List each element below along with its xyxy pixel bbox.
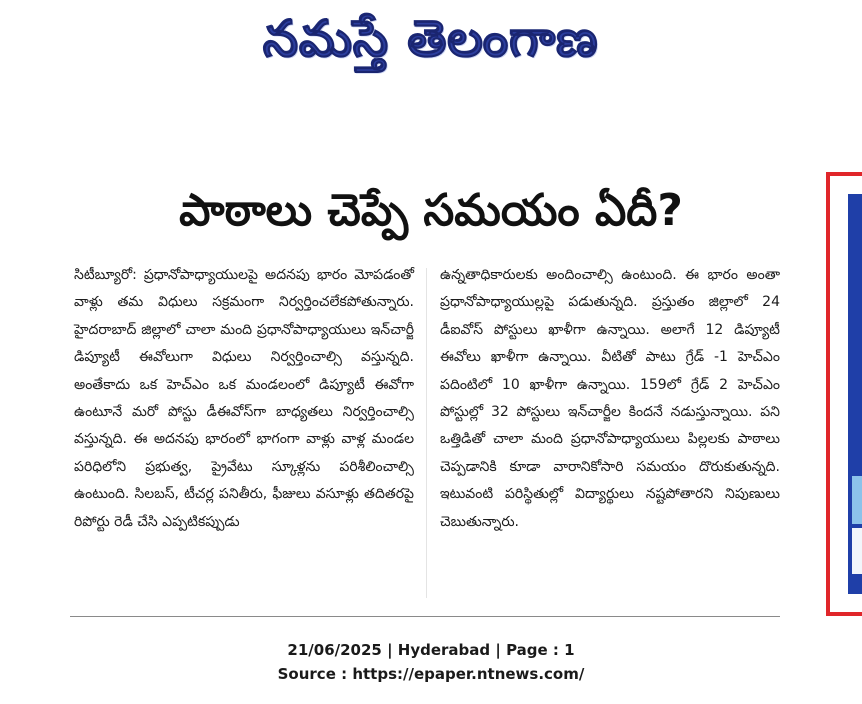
- article-column-left: సిటీబ్యూరో: ప్రధానోపాధ్యాయులపై అదనపు భారం మోపడంతో వాళ్లు తమ విధులు సక్రమంగా నిర్వర్తించలేకపోతున్నారు. హైదరాబాద్ జిల్లాలో చాలా మంది ప్రధానోపాధ్యాయులు ఇన్‌చార్జీ డిప్యూటీ ఈవోలుగా విధులు నిర్వర్తించాల్సి వస్తున్నది. అంతేకాదు ఒక హెచ్‌ఎం ఒక మండలంలో డిప్యూటీ ఈవోగా ఉంటూనే మరో పోస్టు డీఈవోస్‌గా బాధ్యతలు నిర్వర్తించాల్సి వస్తున్నది. ఈ అదనపు భారంలో భాగంగా వాళ్లు వాళ్ల మండల పరిధిలోని ప్రభుత్వ, ప్రైవేటు స్కూళ్లను పరిశీలించాల్సి ఉంటుంది. సిలబస్, టీచర్ల పనితీరు, ఫీజులు వసూళ్లు తదితరపై రిపోర్టు రెడీ చేసి ఎప్పటికప్పుడు: [74, 267, 414, 530]
- article-column-right: ఉన్నతాధికారులకు అందించాల్సి ఉంటుంది. ఈ భారం అంతా ప్రధానోపాధ్యాయుల్లపై పడుతున్నది. ప్రస్తుతం జిల్లాలో 24 డీఐవోస్ పోస్టులు ఖాళీగా ఉన్నాయి. అలాగే 12 డిప్యూటీ ఈవోలు ఖాళీగా ఉన్నాయి. వీటితో పాటు గ్రేడ్ -1 హెచ్‌ఎం పదింటిలో 10 ఖాళీగా ఉన్నాయి. 159లో గ్రేడ్ 2 హెచ్‌ఎం పోస్టుల్లో 32 పోస్టులు ఇన్‌చార్జీల కిందనే నడుస్తున్నాయి. పని ఒత్తిడితో చాలా మంది ప్రధానోపాధ్యాయులు పిల్లలకు పాఠాలు చెప్పడానికి కూడా వారానికోసారి సమయం దొరుకుతున్నది. ఇటువంటి పరిస్థితుల్లో విద్యార్థులు నష్టపోతారని నిపుణులు చెబుతున్నారు.: [440, 267, 780, 530]
- article-body: [74, 262, 780, 602]
- edition-info: 21/06/2025 | Hyderabad | Page : 1: [287, 641, 575, 659]
- source-link[interactable]: Source : https://epaper.ntnews.com/: [277, 665, 585, 683]
- newspaper-logo: నమస్తే తెలంగాణ: [263, 10, 599, 68]
- article-headline: పాఠాలు చెప్పే సమయం ఏదీ?: [179, 185, 683, 236]
- advertisement-strip: [852, 528, 862, 574]
- masthead: [0, 0, 862, 80]
- column-divider: [426, 268, 427, 598]
- advertisement-strip: [852, 476, 862, 524]
- footer-divider: [70, 616, 780, 617]
